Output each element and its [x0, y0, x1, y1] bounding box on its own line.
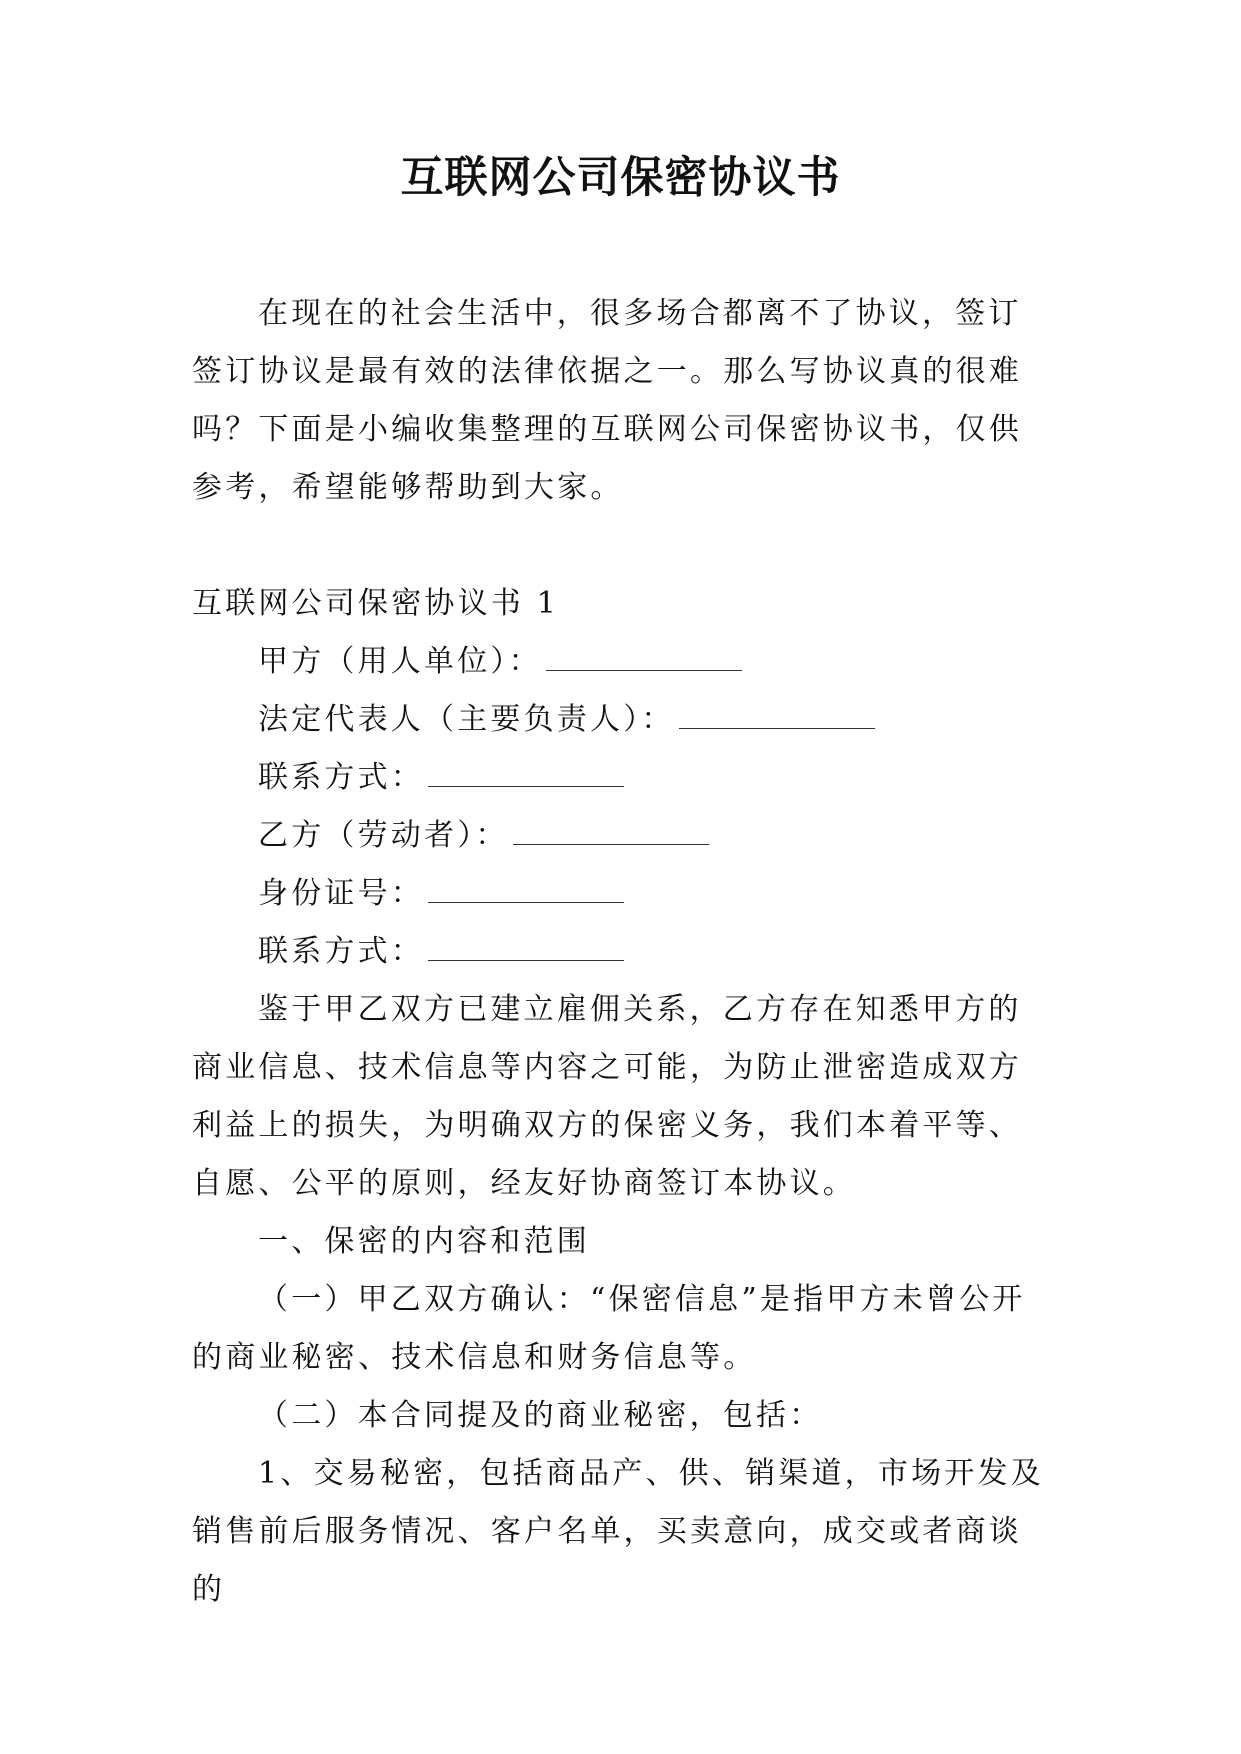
- clause-trade-secrets-paragraph: （二）本合同提及的商业秘密，包括：: [258, 1398, 823, 1433]
- id-number-label: 身份证号：: [258, 876, 424, 911]
- clause-heading-confidential-scope: 一、保密的内容和范围: [258, 1224, 590, 1259]
- party-a-contact-label: 联系方式：: [258, 760, 424, 795]
- party-b-field: [192, 807, 1050, 865]
- document-body: [192, 285, 1050, 1619]
- party-a-label: 甲方（用人单位）：: [258, 644, 542, 679]
- legal-representative-blank: [679, 702, 875, 729]
- id-number-field: [192, 865, 1050, 923]
- party-b-contact-field: [192, 923, 1050, 981]
- party-a-contact-blank: [428, 760, 624, 787]
- clause-definition-paragraph: （一）甲乙双方确认：“保密信息”是指甲方未曾公开的商业秘密、技术信息和财务信息等。: [192, 1282, 1026, 1375]
- document-title: 互联网公司保密协议书: [400, 153, 841, 203]
- party-b-label: 乙方（劳动者）：: [258, 818, 509, 853]
- id-number-blank: [428, 876, 624, 903]
- party-b-contact-blank: [428, 934, 624, 961]
- section-heading: 互联网公司保密协议书 1: [192, 586, 560, 621]
- party-a-blank: [546, 644, 742, 671]
- legal-representative-field: [192, 691, 1050, 749]
- preamble-paragraph: 鉴于甲乙双方已建立雇佣关系，乙方存在知悉甲方的商业信息、技术信息等内容之可能，为防止泄密造成双方利益上的损失，为明确双方的保密义务，我们本着平等、自愿、公平的原则，经友好协商签订本协议。: [192, 992, 1022, 1201]
- legal-representative-label: 法定代表人（主要负责人）：: [258, 702, 675, 737]
- party-a-field: [192, 633, 1050, 691]
- intro-paragraph: 在现在的社会生活中，很多场合都离不了协议，签订签订协议是最有效的法律依据之一。那么写协议真的很难吗？下面是小编收集整理的互联网公司保密协议书，仅供参考，希望能够帮助到大家。: [192, 296, 1022, 505]
- clause-item-1-paragraph: 1、交易秘密，包括商品产、供、销渠道，市场开发及销售前后服务情况、客户名单，买卖意向，成交或者商谈的: [192, 1456, 1044, 1607]
- party-b-blank: [513, 818, 709, 845]
- party-a-contact-field: [192, 749, 1050, 807]
- party-b-contact-label: 联系方式：: [258, 934, 424, 969]
